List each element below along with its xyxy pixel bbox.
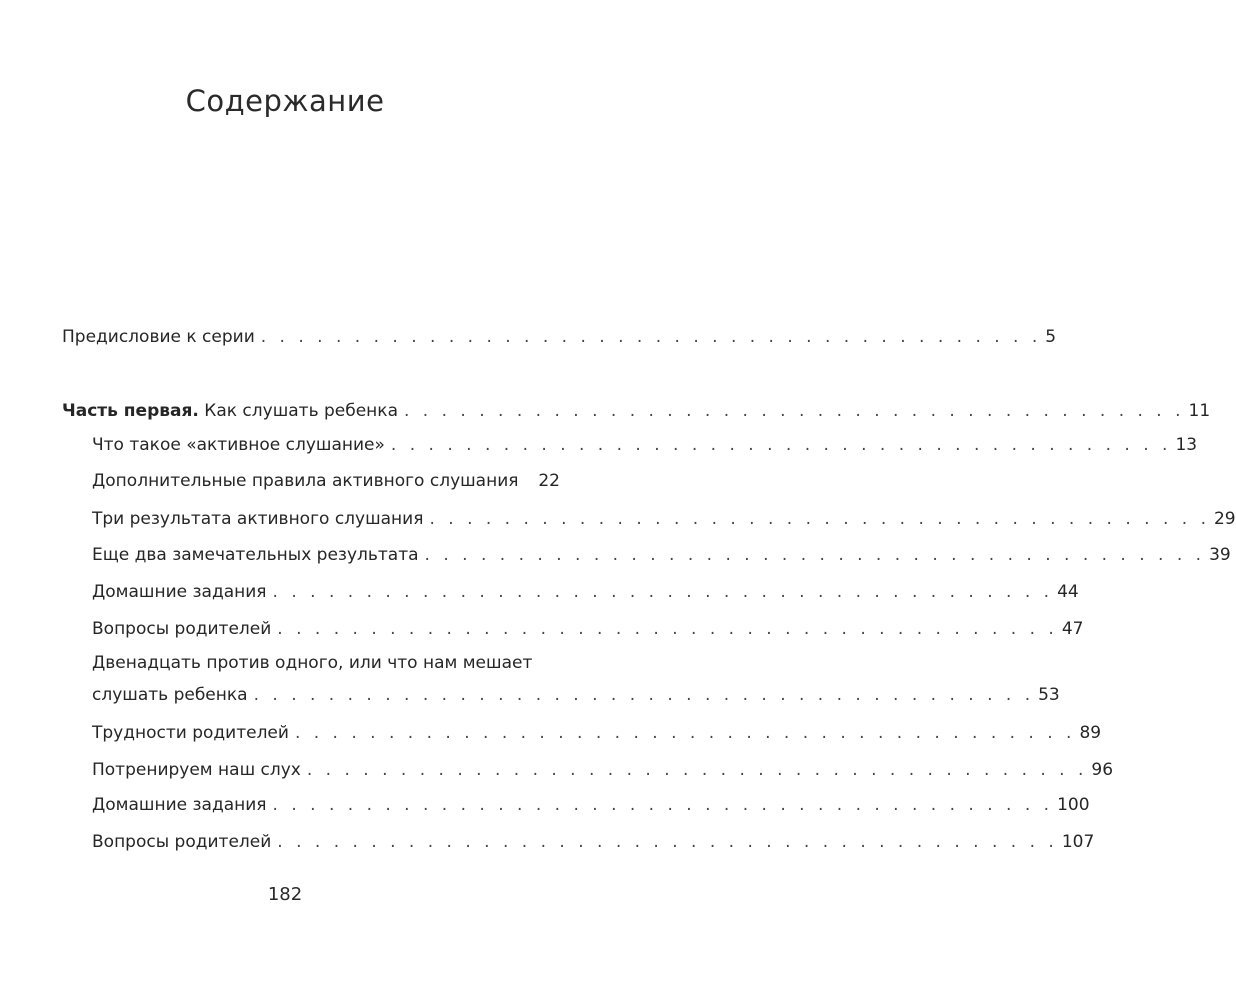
dot-leader: . . . . . . . . . . . . . . . . . . . . . . . . . . . . . . . . . . . . . . . . . .	[253, 685, 1035, 705]
toc-page-number: 13	[1175, 435, 1198, 455]
toc-page-number: 100	[1057, 795, 1090, 815]
toc-page-number: 107	[1061, 832, 1095, 852]
page-number: 182	[267, 884, 303, 905]
toc-entry-text: Что такое «активное слушание»	[92, 435, 385, 455]
dot-leader: . . . . . . . . . . . . . . . . . . . . . . . . . . . . . . . . . . . . . . . . . .	[260, 327, 1042, 347]
toc-page-number: 39	[1209, 545, 1231, 565]
toc-page-number: 5	[1045, 327, 1057, 347]
dot-leader: . . . . . . . . . . . . . . . . . . . . . . . . . . . . . . . . . . . . . . . . . .	[294, 723, 1076, 743]
toc-page-number: 53	[1038, 685, 1060, 705]
toc-entry-text: Три результата активного слушания	[92, 509, 424, 529]
toc-entry-text-line1: Двенадцать против одного, или что нам мешает	[92, 653, 533, 673]
toc-page-number: 22	[538, 471, 560, 491]
page-title: Содержание	[185, 84, 385, 118]
dot-leader: . . . . . . . . . . . . . . . . . . . . . . . . . . . . . . . . . . . . . . . . . .	[277, 619, 1058, 639]
toc-entry-text: Дополнительные правила активного слушания	[92, 471, 519, 491]
toc-entry	[92, 759, 1114, 781]
toc-entry-text: слушать ребенка	[92, 685, 248, 705]
toc-entry	[92, 794, 1090, 816]
toc-entry-text: Вопросы родителей	[92, 619, 272, 639]
toc-entry-preface	[62, 326, 1057, 348]
toc-page-number: 11	[1188, 401, 1211, 421]
toc-entry	[92, 722, 1102, 744]
dot-leader: . . . . . . . . . . . . . . . . . . . . . . . . . . . . . . . . . . . . . . . . . .	[272, 795, 1054, 815]
toc-entry-part-one	[62, 400, 1211, 422]
toc-entry	[92, 434, 1198, 456]
toc-entry-text: Домашние задания	[92, 582, 267, 602]
toc-page-number: 89	[1079, 723, 1102, 743]
toc-page-number: 47	[1061, 619, 1084, 639]
part-title: Как слушать ребенка	[198, 401, 398, 421]
toc-page-number: 96	[1091, 760, 1114, 780]
dot-leader: . . . . . . . . . . . . . . . . . . . . . . . . . . . . . . . . . . . . . . . . . .	[390, 435, 1172, 455]
toc-entry	[92, 581, 1079, 603]
toc-page-number: 29	[1213, 509, 1236, 529]
toc-entry-text: Еще два замечательных результата	[92, 545, 419, 565]
toc-entry-text: Трудности родителей	[92, 723, 289, 743]
dot-leader: . . . . . . . . . . . . . . . . . . . . . . . . . . . . . . . . . . . . . . . . . .	[306, 760, 1088, 780]
dot-leader: . . . . . . . . . . . . . . . . . . . . . . . . . . . . . . . . . . . . . . . . . .	[272, 582, 1054, 602]
toc-entry	[92, 684, 1060, 706]
dot-leader: . . . . . . . . . . . . . . . . . . . . . . . . . . . . . . . . . . . . . . . . . .	[429, 509, 1210, 529]
toc-entry	[92, 831, 1095, 853]
toc-entry	[92, 508, 1236, 530]
toc-entry-text: Потренируем наш слух	[92, 760, 301, 780]
toc-entry-text: Вопросы родителей	[92, 832, 272, 852]
toc-entry	[92, 618, 1084, 640]
toc-entry	[92, 470, 560, 492]
part-label: Часть первая.	[62, 401, 199, 421]
toc-entry-text	[62, 400, 398, 422]
dot-leader: . . . . . . . . . . . . . . . . . . . . . . . . . . . . . . . . . . . . . . . . . .	[277, 832, 1058, 852]
toc-entry-text: Домашние задания	[92, 795, 267, 815]
toc-page-number: 44	[1057, 582, 1079, 602]
toc-entry	[92, 544, 1231, 566]
dot-leader: . . . . . . . . . . . . . . . . . . . . . . . . . . . . . . . . . . . . . . . . . .	[424, 545, 1206, 565]
dot-leader: . . . . . . . . . . . . . . . . . . . . . . . . . . . . . . . . . . . . . . . . . .	[404, 401, 1185, 421]
toc-entry-text: Предисловие к серии	[62, 327, 255, 347]
